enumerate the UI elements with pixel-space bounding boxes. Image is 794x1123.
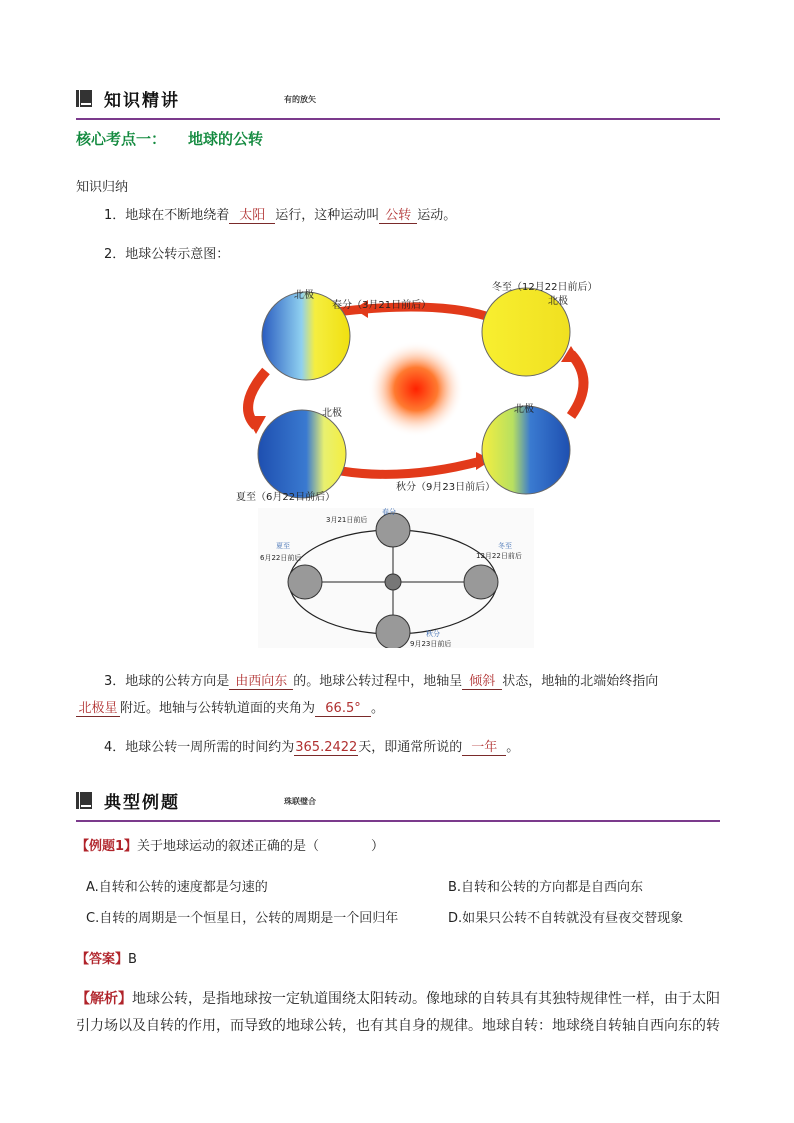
section-header-knowledge [76,88,720,122]
earth-summer-icon [258,410,346,498]
revolution-diagram-gray [258,508,534,648]
autumn-name: 秋分 [426,630,440,638]
example-tag: 【例题1】 [76,839,138,854]
sun-icon [385,574,401,590]
section-divider [76,118,720,120]
north-pole-label: 北极 [322,408,342,419]
answer-line [76,948,137,967]
orbit-arrow [341,461,481,474]
summary-label: 知识归纳 [76,180,129,195]
spring-name: 春分 [382,508,396,516]
blank-answer: 由西向东 [229,674,293,690]
option-b: B.自转和公转的方向都是自西向东 [448,880,644,895]
north-pole-label: 北极 [294,290,314,301]
blank-answer: 太阳 [229,208,275,224]
item-1: 1．地球在不断地绕着 太阳 运行，这种运动叫 公转 运动。 [104,208,457,223]
blank-answer: 公转 [379,208,417,224]
blank-answer: 365.2422 [295,740,358,755]
option-c: C.自转的周期是一个恒星日，公转的周期是一个回归年 [86,911,399,926]
winter-name: 冬至 [498,542,512,550]
option-a: A.自转和公转的速度都是匀速的 [86,880,268,895]
analysis-text: 【解析】地球公转，是指地球按一定轨道围绕太阳转动。像地球的自转具有其独特规律性一样，由于太阳引力场以及自转的作用，而导致的地球公转，也有其自身的规律。地球自转：地球绕自转轴自西向东的转 [76,991,720,1034]
earth-autumn-icon [376,615,410,648]
earth-summer-icon [288,565,322,599]
blank-answer: 一年 [462,740,506,756]
section-subtitle: 珠联璧合 [284,797,316,806]
blank-answer: 北极星 [76,701,120,717]
sun-icon [368,341,464,437]
autumn-label: 秋分（9月23日前后） [396,482,496,493]
spring-label: 春分（3月21日前后） [332,300,432,311]
spring-date: 3月21日前后 [326,516,368,524]
winter-label: 冬至（12月22日前后） [492,282,598,293]
core-point-label: 核心考点一： [76,130,167,148]
item-4: 4．地球公转一周所需的时间约为365.2422天，即通常所说的 一年 。 [104,740,520,755]
winter-date: 12月22日前后 [476,552,522,560]
section-title: 知识精讲 [104,91,180,111]
autumn-date: 9月23日前后 [410,640,452,648]
item-3-line-2: 北极星 附近。地轴与公转轨道面的夹角为 66.5° 。 [76,697,384,717]
section-divider [76,820,720,822]
core-point-heading [76,128,263,149]
earth-winter-icon [464,565,498,599]
book-icon [76,792,92,809]
section-title: 典型例题 [104,793,180,813]
orbit-arrow [571,354,584,416]
earth-autumn-icon [482,406,570,494]
blank-answer: 倾斜 [462,674,502,690]
north-pole-label: 北极 [548,296,568,307]
option-d: D.如果只公转不自转就没有昼夜交替现象 [448,911,684,926]
item-3-line-1: 3．地球的公转方向是 由西向东 的。地球公转过程中，地轴呈 倾斜 状态，地轴的北端始终指向 [104,674,659,689]
book-icon [76,90,92,107]
analysis-tag: 【解析】 [76,991,132,1007]
section-header-examples [76,790,720,824]
section-subtitle: 有的放矢 [284,95,316,104]
earth-spring-icon [376,513,410,547]
summer-name: 夏至 [276,542,290,550]
item-2: 2．地球公转示意图： [104,247,230,262]
summer-label: 夏至（6月22日前后） [236,492,336,503]
north-pole-label: 北极 [514,404,534,415]
blank-answer: 66.5° [315,701,371,717]
answer-value: B [128,952,137,967]
core-point-topic: 地球的公转 [188,130,264,148]
revolution-diagram-color [236,276,606,506]
answer-tag: 【答案】 [76,952,129,967]
example-question: 【例题1】关于地球运动的叙述正确的是（ ） [76,839,385,854]
summer-date: 6月22日前后 [260,554,302,562]
